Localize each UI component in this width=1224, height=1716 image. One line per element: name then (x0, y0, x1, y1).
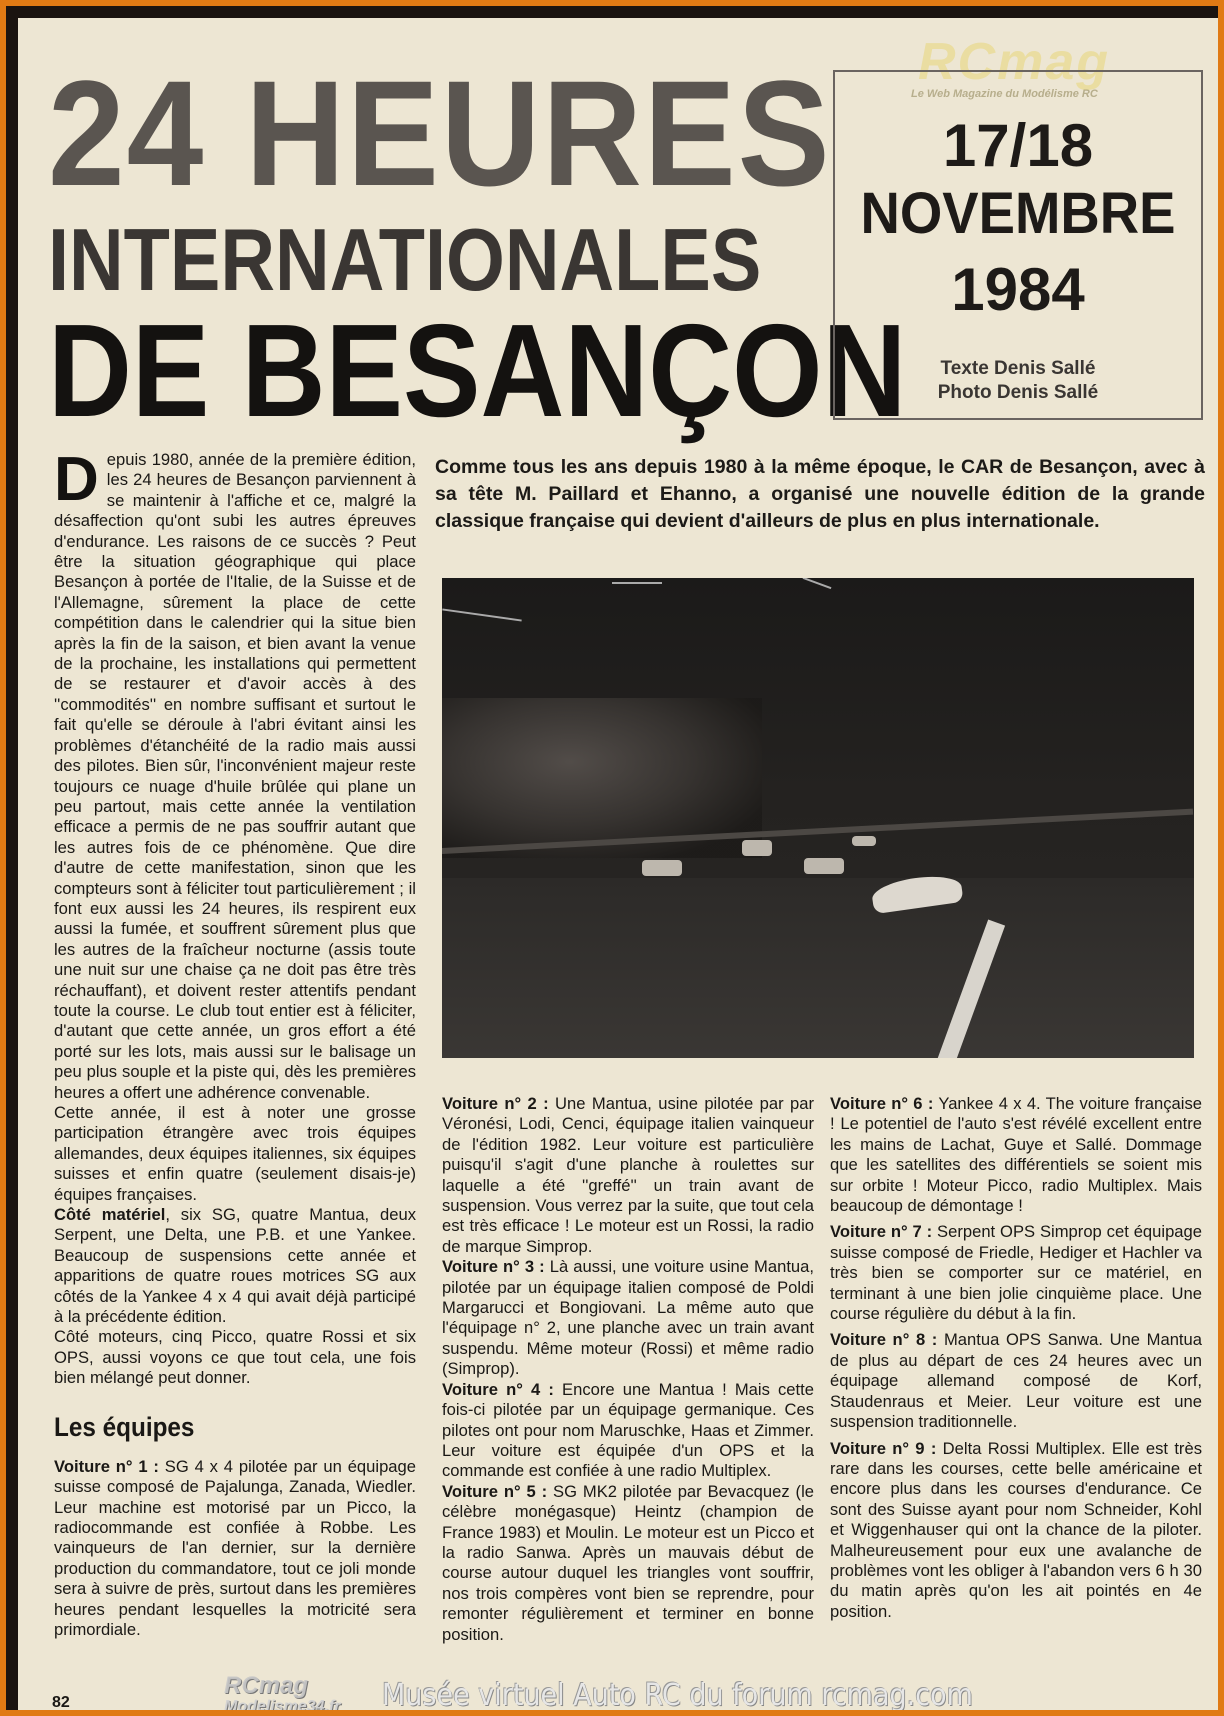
page-number: 82 (52, 1694, 70, 1710)
car-text: Serpent OPS Simprop cet équipage suisse composé de Friedle, Hediger et Hachler va très bien se comporter sur ce matériel, en terminant à une bien jolie cinquième place. Une course régulière du début à la fin. (830, 1222, 1202, 1324)
car-entry-3 (442, 1257, 814, 1379)
car-label: Voiture n° 4 : (442, 1379, 554, 1399)
race-track (442, 878, 1194, 1058)
rc-car (804, 858, 844, 874)
date-month: NOVEMBRE (860, 181, 1176, 246)
text-column-3 (830, 1094, 1202, 1628)
car-label: Voiture n° 1 : (54, 1456, 159, 1476)
paragraph-label: Côté matériel (54, 1205, 166, 1225)
section-title: Les équipes (54, 1411, 195, 1442)
car-text: Mantua OPS Sanwa. Une Mantua de plus au départ de ces 24 heures avec un équipage allemand composé de Korf, Staudenraus et Meier. Leur voiture est une suspension traditionnelle. (830, 1330, 1202, 1432)
car-entry-1 (54, 1457, 416, 1641)
car-entry-5 (442, 1482, 814, 1645)
date-year: 1984 (951, 256, 1085, 323)
magazine-page (18, 18, 1218, 1710)
car-text: Delta Rossi Multiplex. Elle est très rare dans les courses, cette belle américaine et encore plus dans les courses d'endurance. Ce sont des Suisse ayant pour nom Schneider, Kohl et Wiggenhauser qui ont la chance de la piloter. Malheureusement pour eux une avalanche de problèmes vont les obliger à l'abandon vers 6 h 30 du matin après qu'on les ait pointés en 4e position. (830, 1438, 1202, 1621)
text-column-1 (54, 445, 416, 1640)
date-days: 17/18 (942, 112, 1094, 179)
car-label: Voiture n° 7 : (830, 1222, 933, 1242)
headline-line-2: INTERNATIONALES (48, 210, 762, 309)
rc-car (852, 836, 876, 846)
car-text: Une Mantua, usine pilotée par par Véronési, Lodi, Cenci, équipage italien vainqueur de l'édition 1982. Leur voiture est particulière puisqu'il s'agit d'une planche à roulettes sur laquelle a été ''greffé'' un train avant de suspension. Vous verrez par la suite, que tout cela est très efficace ! Le moteur est un Rossi, la radio de marque Simprop. (442, 1094, 814, 1256)
rc-car (642, 860, 682, 876)
car-label: Voiture n° 8 : (830, 1330, 938, 1350)
rcmag-watermark-logo: RCmag (918, 33, 1111, 91)
car-entry-8 (830, 1330, 1202, 1432)
rcmag-watermark-tagline: Le Web Magazine du Modélisme RC (911, 88, 1098, 100)
date-box (833, 70, 1203, 420)
footer-site-name: Modelisme34.fr (224, 1698, 341, 1710)
opening-paragraph (54, 445, 416, 1103)
intro-paragraph: Comme tous les ans depuis 1980 à la même époque, le CAR de Besançon, avec à sa tête M. Paillard et Ehanno, a organisé une nouvelle édition de la grande classique française qui devient d'ailleurs de plus en plus internationale. (435, 456, 1205, 532)
ceiling-light (442, 608, 521, 621)
text-credit: Texte Denis Sallé (940, 358, 1096, 379)
rc-car (742, 840, 772, 856)
car-label: Voiture n° 6 : (830, 1094, 934, 1113)
paragraph: Côté moteurs, cinq Picco, quatre Rossi et six OPS, aussi voyons ce que tout cela, une fois bien mélangé peut donner. (54, 1327, 416, 1388)
ceiling-light (612, 582, 662, 584)
car-text: Encore une Mantua ! Mais cette fois-ci pilotée par un équipage germanique. Ces pilotes ont pour nom Maruschke, Haas et Zimmer. Leur voiture est équipée d'un OPS et la commande est confiée à une radio Multiplex. (442, 1379, 814, 1481)
article-headline (48, 49, 907, 444)
text-column-2 (442, 1094, 814, 1645)
car-label: Voiture n° 3 : (442, 1257, 545, 1277)
paragraph: Cette année, il est à noter une grosse participation étrangère avec trois équipes allemandes, deux équipes italiennes, six équipes suisses et enfin quatre (seulement disais-je) équipes françaises. (54, 1103, 416, 1204)
car-entry-2 (442, 1094, 814, 1257)
ceiling-light (803, 578, 832, 589)
car-entry-4 (442, 1380, 814, 1482)
car-label: Voiture n° 2 : (442, 1094, 549, 1113)
car-text: Yankee 4 x 4. The voiture française ! Le potentiel de l'auto s'est révélé excellent entre les mains de Lachat, Guye et Sallé. Dommage que les satellites des différentiels se soient mis sur orbite ! Moteur Picco, radio Multiplex. Mais beaucoup de démontage ! (830, 1094, 1202, 1216)
car-label: Voiture n° 5 : (442, 1481, 548, 1501)
car-entry-6 (830, 1094, 1202, 1216)
car-label: Voiture n° 9 : (830, 1438, 937, 1458)
car-text: SG MK2 pilotée par Bevacquez (le célèbre monégasque) Heintz (champion de France 1983) et Moulin. Le moteur est un Picco et la radio Sanwa. Après un mauvais début de course autour duquel les triangles vont souffrir, nos trois compères vont bien se reprendre, pour remonter régulièrement et terminer en bonne position. (442, 1481, 814, 1644)
footer-rcmag-logo: RCmag (224, 1672, 309, 1699)
photo-credit: Photo Denis Sallé (937, 382, 1099, 403)
headline-line-1: 24 HEURES (48, 49, 832, 217)
paragraph-text: epuis 1980, année de la première édition, les 24 heures de Besançon parviennent à se maintenir à l'affiche et ce, malgré la désaffection qu'ont subi les autres épreuves d'endurance. Les raisons de ce succès ? Peut être la situation géographique qui place Besançon à portée de l'Italie, de la Suisse et de l'Allemagne, sûrement la place de cette compétition dans le calendrier qui la situe bien après la fin de la saison, et bien avant la venue de la prochaine, les installations qui permettent de se restaurer et d'avoir accès à des ''commodités'' en nombre suffisant et surtout le fait qu'elle se déroule à l'abri évitant ainsi les problèmes d'étanchéité de la radio mais aussi des pilotes. Bien sûr, l'inconvénient majeur reste toujours ce nuage d'huile brûlée qui plane un peu partout, mais cette année la ventilation efficace a permis de ne pas souffrir autant que les autres fois de ce phénomène. Que dire d'autre de cette manifestation, sinon que les compteurs sont à féliciter tout particulièrement ; il font eux aussi les 24 heures, ils respirent eux aussi la fumée, et souffrent sûrement plus que les autres de la fraîcheur nocturne (assis toute une nuit sur une chaise ça ne doit pas être très réchauffant), et doivent rester attentifs pendant toute la course. Le club tout entier est à féliciter, d'autant que cette année, un gros effort a été porté sur les lots, mais aussi sur le balisage un peu plus souple et la piste qui, dès les premières heures a offert une adhérence convenable. (54, 450, 416, 1102)
car-entry-9 (830, 1439, 1202, 1623)
car-text: Là aussi, une voiture usine Mantua, pilotée par un équipage italien composé de Poldi Margarucci et Bongiovani. La même auto que l'équipage n° 2, une planche avec un train avant suspendu. Même moteur (Rossi) et même radio (Simprop). (442, 1257, 814, 1379)
drop-cap: D (54, 445, 99, 514)
museum-watermark: Musée virtuel Auto RC du forum rcmag.com (382, 1678, 973, 1710)
paragraph-materiel (54, 1205, 416, 1327)
paragraph-text: , six SG, quatre Mantua, deux Serpent, une Delta, une P.B. et une Yankee. Beaucoup de suspensions cette année et apparitions de quatre roues motrices SG aux côtés de la Yankee 4 x 4 qui avait déjà participé à la précédente édition. (54, 1205, 416, 1327)
headline-line-3: DE BESANÇON (48, 297, 907, 444)
race-photo (442, 578, 1194, 1058)
car-entry-7 (830, 1222, 1202, 1324)
car-text: SG 4 x 4 pilotée par un équipage suisse composé de Pajalunga, Zanada, Wiedler. Leur machine est motorisé par un Picco, la radiocommande est confiée à Robbe. Les vainqueurs de l'an dernier, sur la dernière production du commandatore, tout ce joli monde sera à suivre de près, surtout dans les premières heures pendant lesquelles la motricité sera primordiale. (54, 1456, 416, 1639)
